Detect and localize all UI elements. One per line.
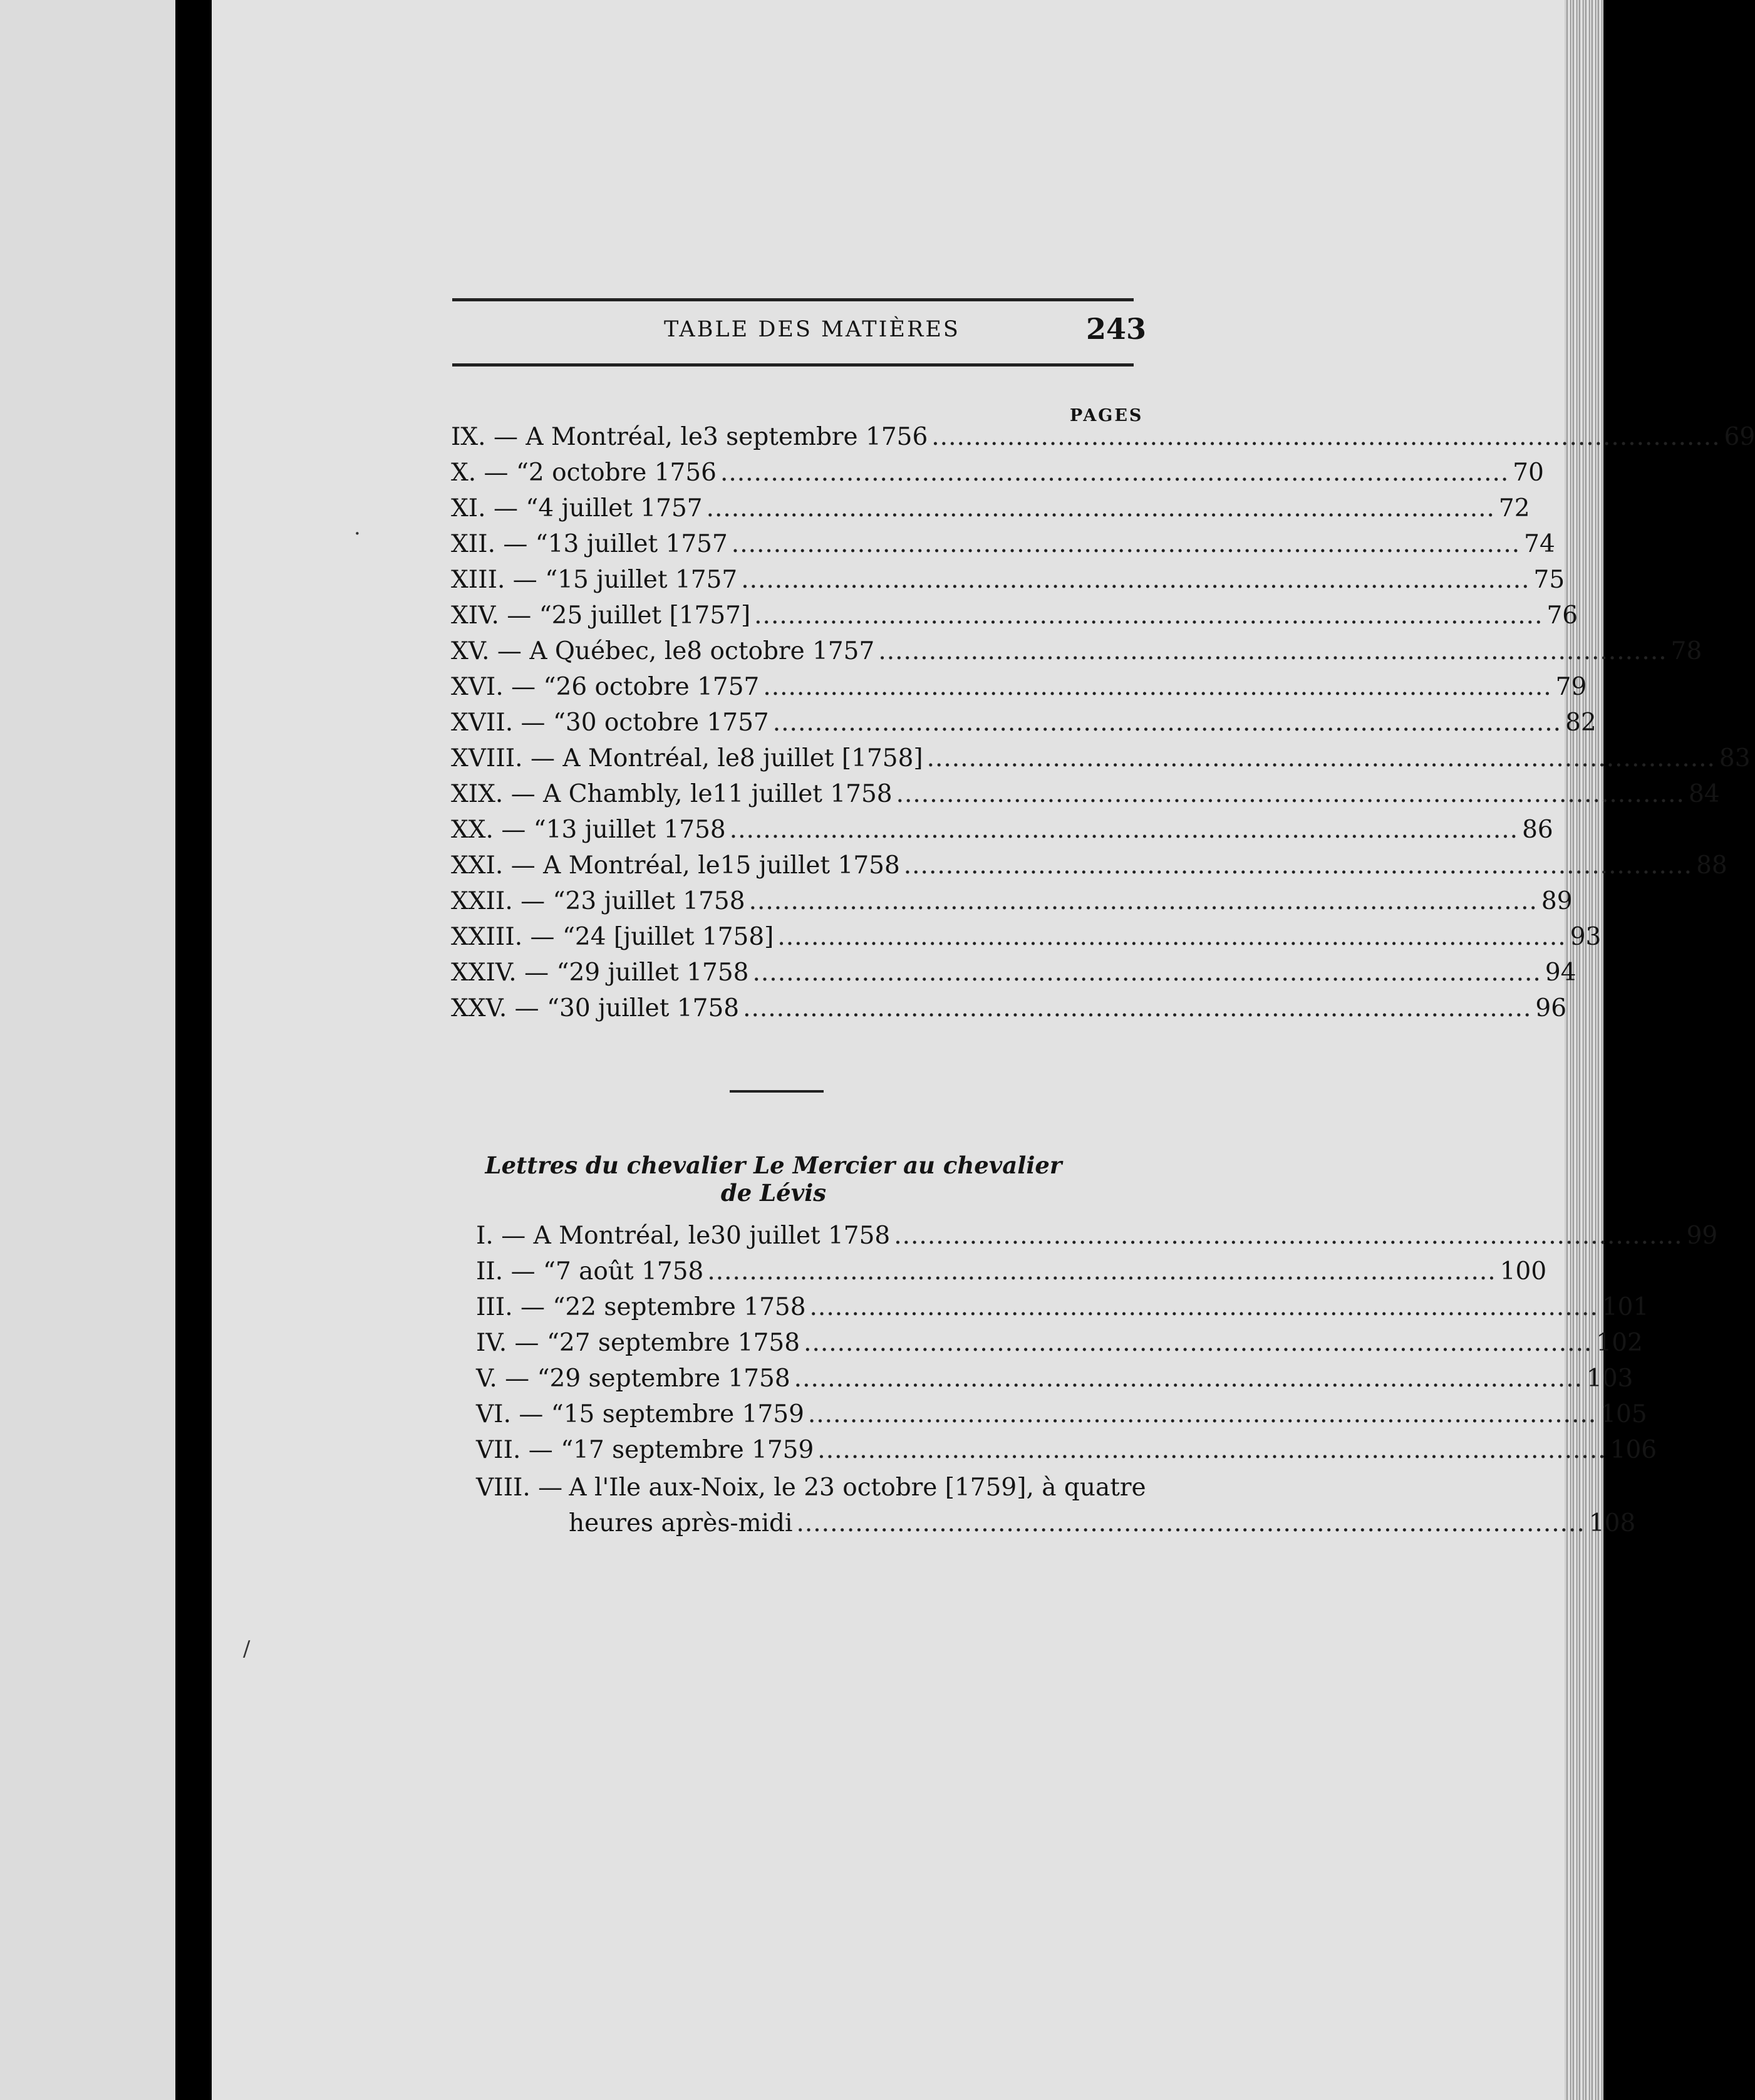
toc-entry <box>476 1257 1547 1292</box>
dot-leader: .............................................................................................. <box>777 923 1566 951</box>
dot-leader: .............................................................................................. <box>729 816 1519 844</box>
letter-number: XXIII. — <box>451 923 555 951</box>
toc-entry <box>451 851 1727 886</box>
toc-entry <box>451 459 1544 494</box>
dot-leader: .............................................................................................. <box>743 994 1532 1022</box>
dot-leader: .............................................................................................. <box>807 1400 1597 1428</box>
dot-leader: .............................................................................................. <box>772 709 1562 737</box>
letter-number: VI. — <box>476 1400 544 1428</box>
dot-leader: .............................................................................................. <box>931 423 1721 451</box>
letter-place: A Québec, le <box>529 637 687 665</box>
page-ref: 83 <box>1719 744 1751 772</box>
toc-entry <box>476 1329 1643 1364</box>
letter-number: XVIII. — <box>451 744 555 772</box>
dot-leader: .............................................................................................. <box>903 851 1693 880</box>
letter-date: 24 [juillet 1758] <box>574 923 774 951</box>
dot-leader: .............................................................................................. <box>809 1293 1598 1321</box>
letter-date: 27 septembre 1758 <box>559 1329 800 1357</box>
letter-place: A Montréal, le <box>533 1222 711 1250</box>
page-ref: 74 <box>1524 530 1555 558</box>
header-rule-bottom <box>452 363 1134 366</box>
running-head: TABLE DES MATIÈRES <box>664 317 960 342</box>
letter-number: XIV. — <box>451 601 532 630</box>
letter-place-line1: A l'Ile aux-Noix, le 23 octobre [1759], à quatre <box>569 1474 1146 1502</box>
letter-date: 13 juillet 1758 <box>546 816 726 844</box>
letter-place: “ <box>552 887 566 915</box>
dot-leader: .............................................................................................. <box>754 601 1543 630</box>
page-ref: 88 <box>1696 851 1727 880</box>
page-ref: 100 <box>1499 1257 1547 1286</box>
scan-border <box>1603 0 1646 2100</box>
page-ref: 72 <box>1498 494 1530 522</box>
letter-date: 3 septembre 1756 <box>702 423 928 451</box>
dot-leader: .............................................................................................. <box>706 494 1495 522</box>
toc-entry <box>451 423 1755 458</box>
letter-place: A Montréal, le <box>525 423 703 451</box>
toc-entry <box>451 530 1555 565</box>
letter-date: 22 septembre 1758 <box>565 1293 806 1321</box>
page-ref: 82 <box>1565 709 1597 737</box>
page-ref: 101 <box>1602 1293 1649 1321</box>
header-rule-top <box>452 298 1134 301</box>
letter-place-line2: heures après-midi <box>569 1509 793 1537</box>
toc-entry <box>451 780 1720 815</box>
page-ref: 70 <box>1513 459 1544 487</box>
dot-leader: .............................................................................................. <box>741 566 1530 594</box>
book-spine-shadow <box>175 0 212 2100</box>
letter-number: XIII. — <box>451 566 537 594</box>
letter-date: 8 juillet [1758] <box>739 744 923 772</box>
letter-place: “ <box>552 709 566 737</box>
toc-entry <box>451 637 1702 672</box>
page-ref: 96 <box>1535 994 1567 1022</box>
letter-date: 15 juillet 1758 <box>720 851 900 880</box>
toc-entry <box>476 1400 1647 1435</box>
toc-entry <box>451 601 1578 637</box>
ink-speck: / <box>243 1636 251 1661</box>
toc-entry <box>451 744 1751 779</box>
letter-place: A Chambly, le <box>543 780 713 808</box>
letter-date: 15 juillet 1757 <box>557 566 738 594</box>
letter-date: 15 septembre 1759 <box>563 1400 804 1428</box>
page-ref: 105 <box>1600 1400 1647 1428</box>
letter-number: IX. — <box>451 423 518 451</box>
page-ref: 69 <box>1724 423 1755 451</box>
dot-leader: .............................................................................................. <box>896 780 1685 808</box>
page-ref: 99 <box>1686 1222 1718 1250</box>
toc-entry <box>476 1222 1718 1257</box>
letter-place: “ <box>539 601 552 630</box>
letter-number: XVII. — <box>451 709 546 737</box>
page-edge-stack <box>1565 0 1603 2100</box>
page-ref: 106 <box>1610 1436 1657 1464</box>
letter-date: 30 juillet 1758 <box>559 994 740 1022</box>
letter-place: “ <box>533 816 546 844</box>
page-ref: 102 <box>1596 1329 1643 1357</box>
letter-place: “ <box>543 1257 556 1286</box>
dot-leader: .............................................................................................. <box>763 673 1552 701</box>
letter-place: “ <box>556 959 569 987</box>
letter-number: I. — <box>476 1222 526 1250</box>
letter-number: XII. — <box>451 530 528 558</box>
toc-entry <box>476 1436 1657 1471</box>
page-ref: 89 <box>1541 887 1573 915</box>
letter-date: 29 septembre 1758 <box>549 1364 790 1393</box>
letter-number: V. — <box>476 1364 530 1393</box>
letter-number: XXII. — <box>451 887 546 915</box>
letter-place: A Montréal, le <box>543 851 720 880</box>
letter-place: “ <box>537 1364 550 1393</box>
toc-entry <box>451 994 1567 1029</box>
toc-entry <box>451 673 1587 708</box>
page-ref: 84 <box>1688 780 1720 808</box>
letter-date: 23 juillet 1758 <box>565 887 745 915</box>
dot-leader: .............................................................................................. <box>707 1257 1496 1286</box>
letter-number: XI. — <box>451 494 518 522</box>
letter-date: 17 septembre 1759 <box>573 1436 814 1464</box>
letter-date: 30 octobre 1757 <box>565 709 769 737</box>
dot-leader: .............................................................................................. <box>878 637 1667 665</box>
ink-speck: · <box>354 521 361 546</box>
dot-leader: .............................................................................................. <box>748 887 1538 915</box>
letter-number: XXIV. — <box>451 959 549 987</box>
toc-entry-continuation <box>569 1509 1636 1544</box>
letter-number: XV. — <box>451 637 522 665</box>
letter-date: 26 octobre 1757 <box>556 673 760 701</box>
dot-leader: .............................................................................................. <box>894 1222 1683 1250</box>
letter-date: 29 juillet 1758 <box>569 959 749 987</box>
toc-entry <box>451 816 1553 851</box>
letter-number: XX. — <box>451 816 526 844</box>
letter-place: “ <box>535 530 548 558</box>
section-divider <box>730 1090 824 1093</box>
toc-entry <box>451 959 1576 994</box>
dot-leader: .............................................................................................. <box>794 1364 1583 1393</box>
letter-number: II. — <box>476 1257 536 1286</box>
letter-date: 25 juillet [1757] <box>551 601 751 630</box>
toc-entry <box>451 566 1565 601</box>
letter-number: X. — <box>451 459 509 487</box>
facing-page-strip <box>0 0 175 2100</box>
dot-leader: .............................................................................................. <box>817 1436 1607 1464</box>
letter-number: XIX. — <box>451 780 536 808</box>
letter-date: 13 juillet 1757 <box>547 530 728 558</box>
letter-date: 4 juillet 1757 <box>538 494 703 522</box>
dot-leader: .............................................................................................. <box>796 1509 1585 1537</box>
page-ref: 79 <box>1555 673 1587 701</box>
letter-number: VII. — <box>476 1436 553 1464</box>
letter-number: IV. — <box>476 1329 539 1357</box>
toc-entry <box>476 1293 1649 1328</box>
letter-number: XXI. — <box>451 851 536 880</box>
letter-place: “ <box>551 1400 564 1428</box>
letter-place: “ <box>562 923 575 951</box>
toc-entry-multiline <box>476 1474 1146 1502</box>
letter-place: “ <box>545 566 558 594</box>
letter-date: 7 août 1758 <box>555 1257 704 1286</box>
dot-leader: .............................................................................................. <box>731 530 1521 558</box>
dot-leader: .............................................................................................. <box>804 1329 1593 1357</box>
toc-entry <box>451 494 1530 529</box>
dot-leader: .............................................................................................. <box>720 459 1509 487</box>
toc-entry <box>451 709 1597 744</box>
section-heading: Lettres du chevalier Le Mercier au chevalier de Lévis <box>485 1151 1062 1207</box>
page-ref: 78 <box>1670 637 1702 665</box>
letter-date: 2 octobre 1756 <box>528 459 717 487</box>
letter-place: “ <box>546 1329 559 1357</box>
pages-column-label: PAGES <box>1070 406 1144 425</box>
dot-leader: .............................................................................................. <box>752 959 1541 987</box>
letter-number: VIII. — <box>476 1474 563 1502</box>
letter-place: A Montréal, le <box>562 744 740 772</box>
letter-date: 8 octobre 1757 <box>686 637 875 665</box>
page-ref: 86 <box>1522 816 1553 844</box>
page-ref: 75 <box>1533 566 1565 594</box>
letter-place: “ <box>552 1293 566 1321</box>
letter-place: “ <box>561 1436 574 1464</box>
letter-number: III. — <box>476 1293 546 1321</box>
letter-place: “ <box>543 673 556 701</box>
letter-number: XVI. — <box>451 673 536 701</box>
letter-place: “ <box>547 994 560 1022</box>
toc-entry <box>476 1364 1633 1400</box>
page-ref: 103 <box>1587 1364 1633 1393</box>
letter-place: “ <box>515 459 529 487</box>
page-ref: 108 <box>1588 1509 1636 1537</box>
toc-entry <box>451 923 1602 958</box>
letter-date: 11 juillet 1758 <box>712 780 893 808</box>
page-ref: 76 <box>1546 601 1578 630</box>
letter-number: XXV. — <box>451 994 539 1022</box>
page-ref: 93 <box>1570 923 1602 951</box>
toc-entry <box>451 887 1573 922</box>
book-page <box>212 0 1565 2100</box>
letter-place: “ <box>525 494 539 522</box>
page-ref: 94 <box>1545 959 1576 987</box>
page-number: 243 <box>1086 312 1147 346</box>
dot-leader: .............................................................................................. <box>926 744 1716 772</box>
letter-date: 30 juillet 1758 <box>710 1222 891 1250</box>
